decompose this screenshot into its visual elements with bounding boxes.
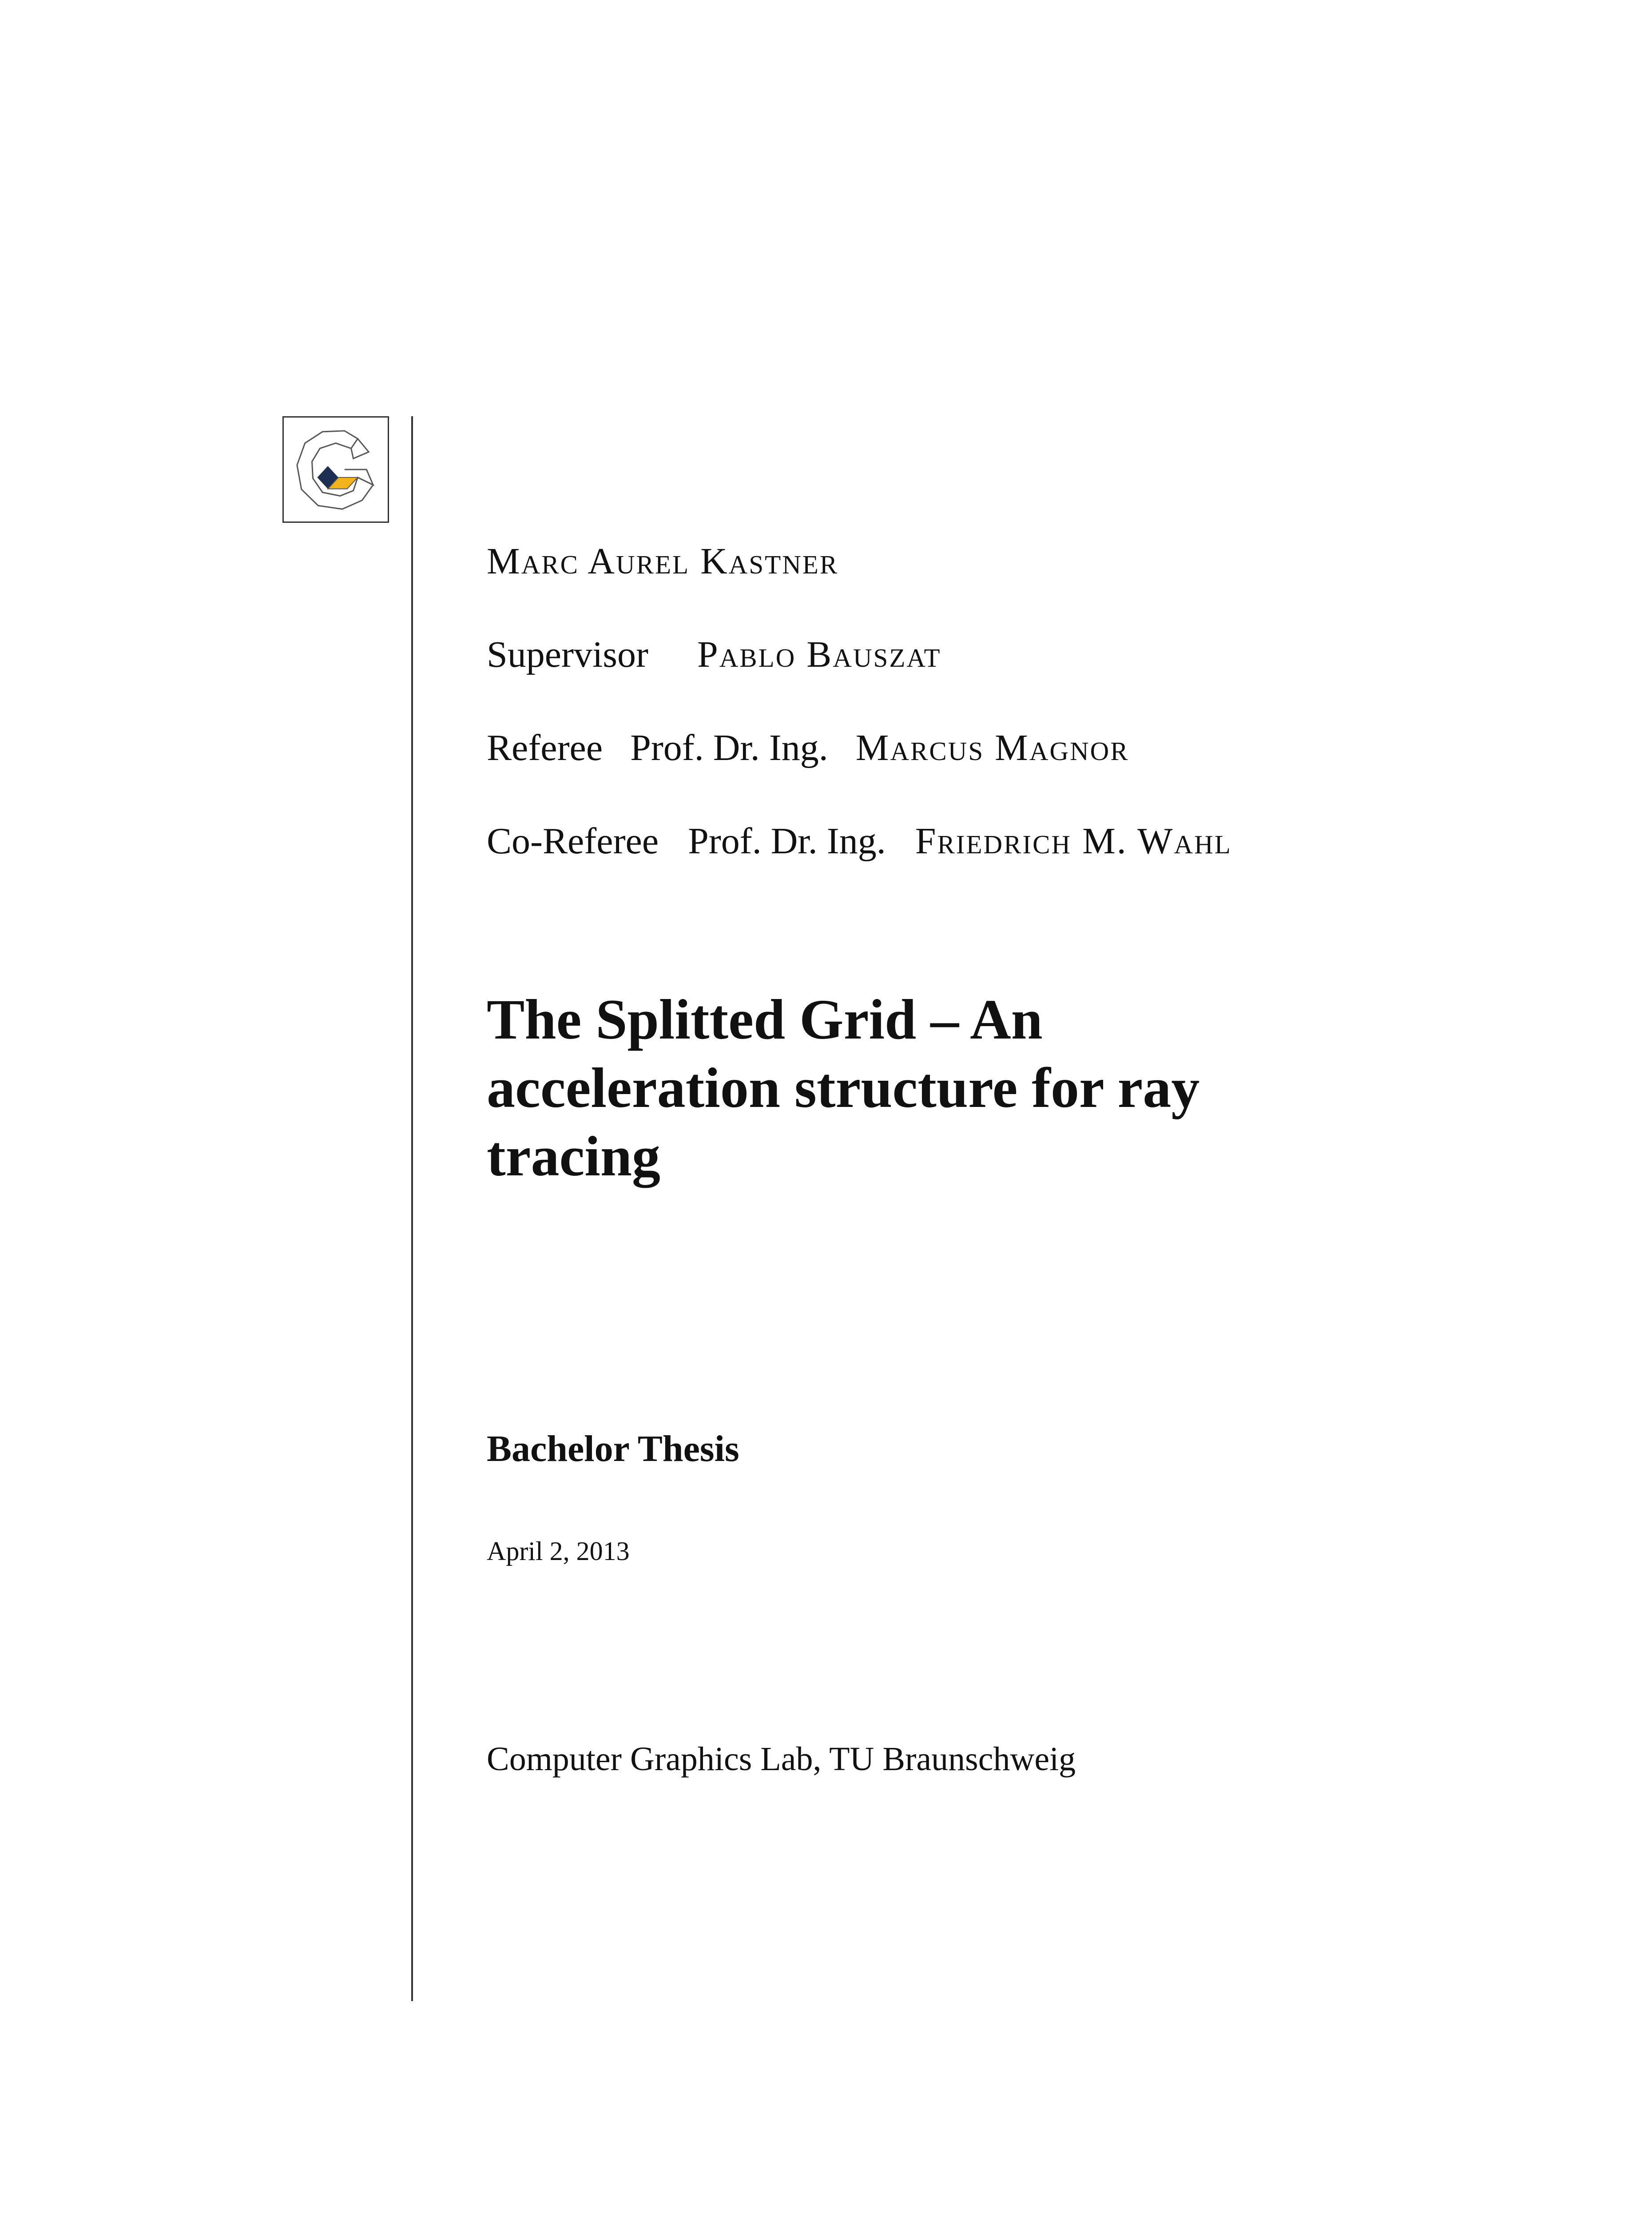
referee-name: Marcus Magnor — [855, 727, 1129, 768]
thesis-title-line-3: tracing — [487, 1125, 660, 1188]
thesis-title-line-1: The Splitted Grid – An — [487, 988, 1043, 1051]
supervisor-label: Supervisor — [487, 634, 648, 675]
thesis-title — [487, 985, 1419, 1190]
thesis-date: April 2, 2013 — [487, 1536, 630, 1566]
thesis-title-line-2: acceleration structure for ray — [487, 1056, 1200, 1119]
supervisor-line — [487, 636, 941, 673]
coreferee-line — [487, 820, 1232, 862]
lab-logo — [282, 416, 389, 523]
author-name: Marc Aurel Kastner — [487, 541, 839, 582]
coreferee-title: Prof. Dr. Ing. — [688, 820, 886, 862]
referee-label: Referee — [487, 727, 603, 768]
institution: Computer Graphics Lab, TU Braunschweig — [487, 1740, 1076, 1778]
lab-logo-icon — [292, 426, 380, 513]
coreferee-label: Co-Referee — [487, 820, 659, 862]
supervisor-name: Pablo Bauszat — [697, 634, 941, 675]
coreferee-name: Friedrich M. Wahl — [915, 820, 1232, 862]
referee-line — [487, 729, 1129, 767]
thesis-type: Bachelor Thesis — [487, 1428, 739, 1469]
referee-title: Prof. Dr. Ing. — [630, 727, 828, 768]
vertical-rule — [411, 416, 413, 2001]
